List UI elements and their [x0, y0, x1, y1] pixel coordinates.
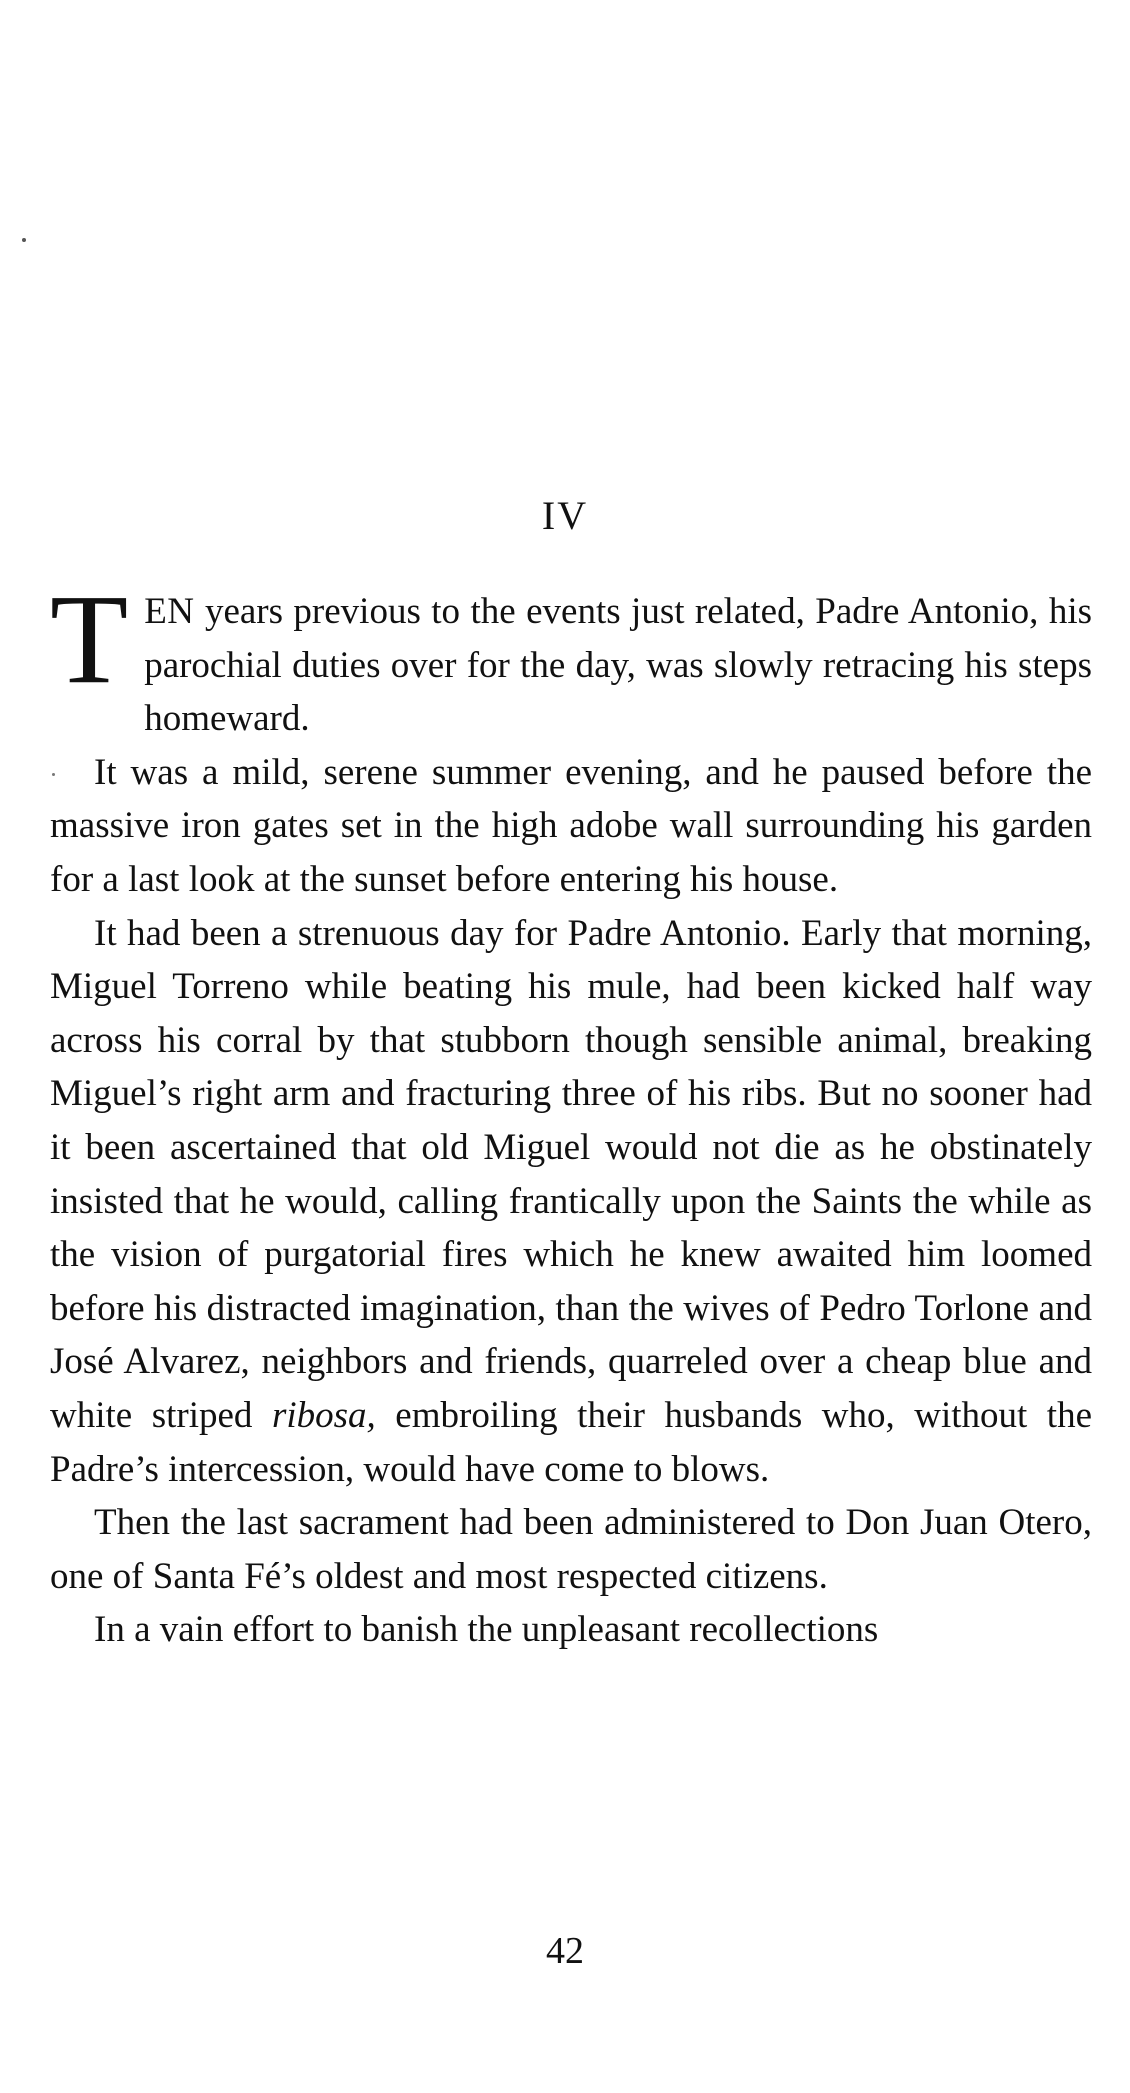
- italic-term: ribosa,: [271, 1394, 376, 1436]
- paragraph-1-text: years previous to the events just related, Padre Antonio, his parochial duties over for the day, was slowly retracing his steps homeward.: [144, 591, 1092, 740]
- print-speck: [22, 238, 26, 242]
- paragraph-1: [50, 568, 1092, 746]
- page-number: 42: [546, 1930, 584, 1972]
- paragraph-5-text: In a vain effort to banish the unpleasant recollections: [94, 1609, 879, 1651]
- paragraph-3-text-b: embroiling their husbands who, without the Padre’s intercession, would have come to blows.: [50, 1394, 1093, 1490]
- chapter-body: [50, 568, 1093, 1657]
- paragraph-4-text: Then the last sacrament had been administered to Don Juan Otero, one of Santa Fé’s oldest and most respected citizens.: [50, 1502, 1092, 1597]
- paragraph-3: [50, 907, 1092, 1497]
- lead-in-small-caps: EN: [144, 591, 195, 632]
- drop-cap: T: [50, 568, 129, 710]
- paragraph-3-text-a: It had been a strenuous day for Padre Antonio. Early that morning, Miguel Torreno while beating his mule, had been kicked half way across his corral by that stubborn though sensible animal, breaking Miguel’s right arm and fracturing three of his ribs. But no sooner had it been ascertained that old Miguel would not die as he obstinately insisted that he would, calling frantically upon the Saints the while as the vision of purgatorial fires which he knew awaited him loomed before his distracted imagination, than the wives of Pedro Torlone and José Alvarez, neighbors and friends, quarreled over a cheap blue and white striped: [50, 912, 1092, 1436]
- chapter-heading: IV: [541, 493, 589, 538]
- paragraph-5: [50, 1603, 1092, 1657]
- paragraph-2: [50, 746, 1092, 907]
- paragraph-2-text: It was a mild, serene summer evening, and he paused before the massive iron gates set in the high adobe wall surrounding his garden for a last look at the sunset before entering his house.: [50, 751, 1092, 900]
- paragraph-4: [50, 1496, 1092, 1603]
